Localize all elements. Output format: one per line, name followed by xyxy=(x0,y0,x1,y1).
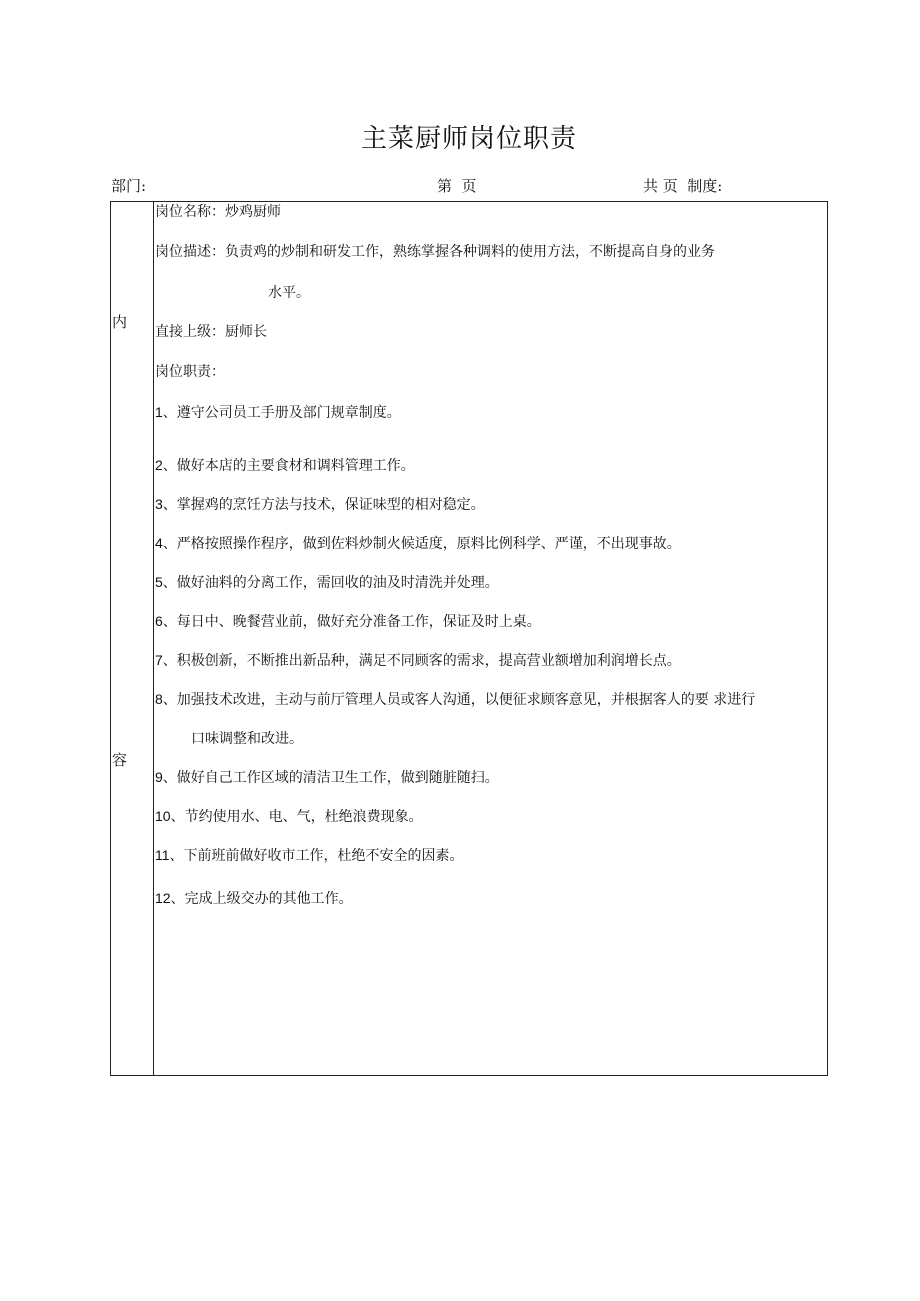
duty-item: 5、做好油料的分离工作，需回收的油及时清洗并处理。 xyxy=(155,574,499,591)
duty-item: 1、遵守公司员工手册及部门规章制度。 xyxy=(155,404,401,421)
duty-item: 10、节约使用水、电、气，杜绝浪费现象。 xyxy=(155,808,423,825)
duty-item: 11、下前班前做好收市工作，杜绝不安全的因素。 xyxy=(155,847,464,864)
duty-item: 3、掌握鸡的烹饪方法与技术，保证味型的相对稳定。 xyxy=(155,496,485,513)
duty-item: 2、做好本店的主要食材和调料管理工作。 xyxy=(155,457,415,474)
side-label-nei: 内 xyxy=(112,313,128,331)
duty-item: 12、完成上级交办的其他工作。 xyxy=(155,890,353,907)
duty-item: 9、做好自己工作区域的清洁卫生工作，做到随脏随扫。 xyxy=(155,769,499,786)
side-label-rong: 容 xyxy=(112,751,128,769)
duty-item: 4、严格按照操作程序，做到佐料炒制火候适度，原料比例科学、严谨，不出现事故。 xyxy=(155,535,681,552)
duties-heading: 岗位职责： xyxy=(155,364,225,380)
duty-item: 6、每日中、晚餐营业前，做好充分准备工作，保证及时上桌。 xyxy=(155,613,541,630)
job-name: 岗位名称：炒鸡厨师 xyxy=(155,204,281,220)
duty-item: 8、加强技术改进，主动与前厅管理人员或客人沟通，以便征求顾客意见，并根据客人的要 求进行 xyxy=(155,691,756,708)
duty-item-continuation: 口味调整和改进。 xyxy=(191,731,303,747)
page-number-label: 第 页 xyxy=(437,177,477,195)
document-title: 主菜厨师岗位职责 xyxy=(360,124,577,154)
column-divider xyxy=(153,201,154,1076)
total-pages-label: 共 页 制度: xyxy=(643,177,723,195)
duty-item: 7、积极创新，不断推出新品种，满足不同顾客的需求，提高营业额增加利润增长点。 xyxy=(155,652,681,669)
job-description-line1: 岗位描述：负责鸡的炒制和研发工作，熟练掌握各种调料的使用方法，不断提高自身的业务 xyxy=(155,244,715,260)
direct-superior: 直接上级：厨师长 xyxy=(155,324,267,340)
department-label: 部门: xyxy=(111,177,147,195)
job-description-line2: 水平。 xyxy=(268,285,310,301)
